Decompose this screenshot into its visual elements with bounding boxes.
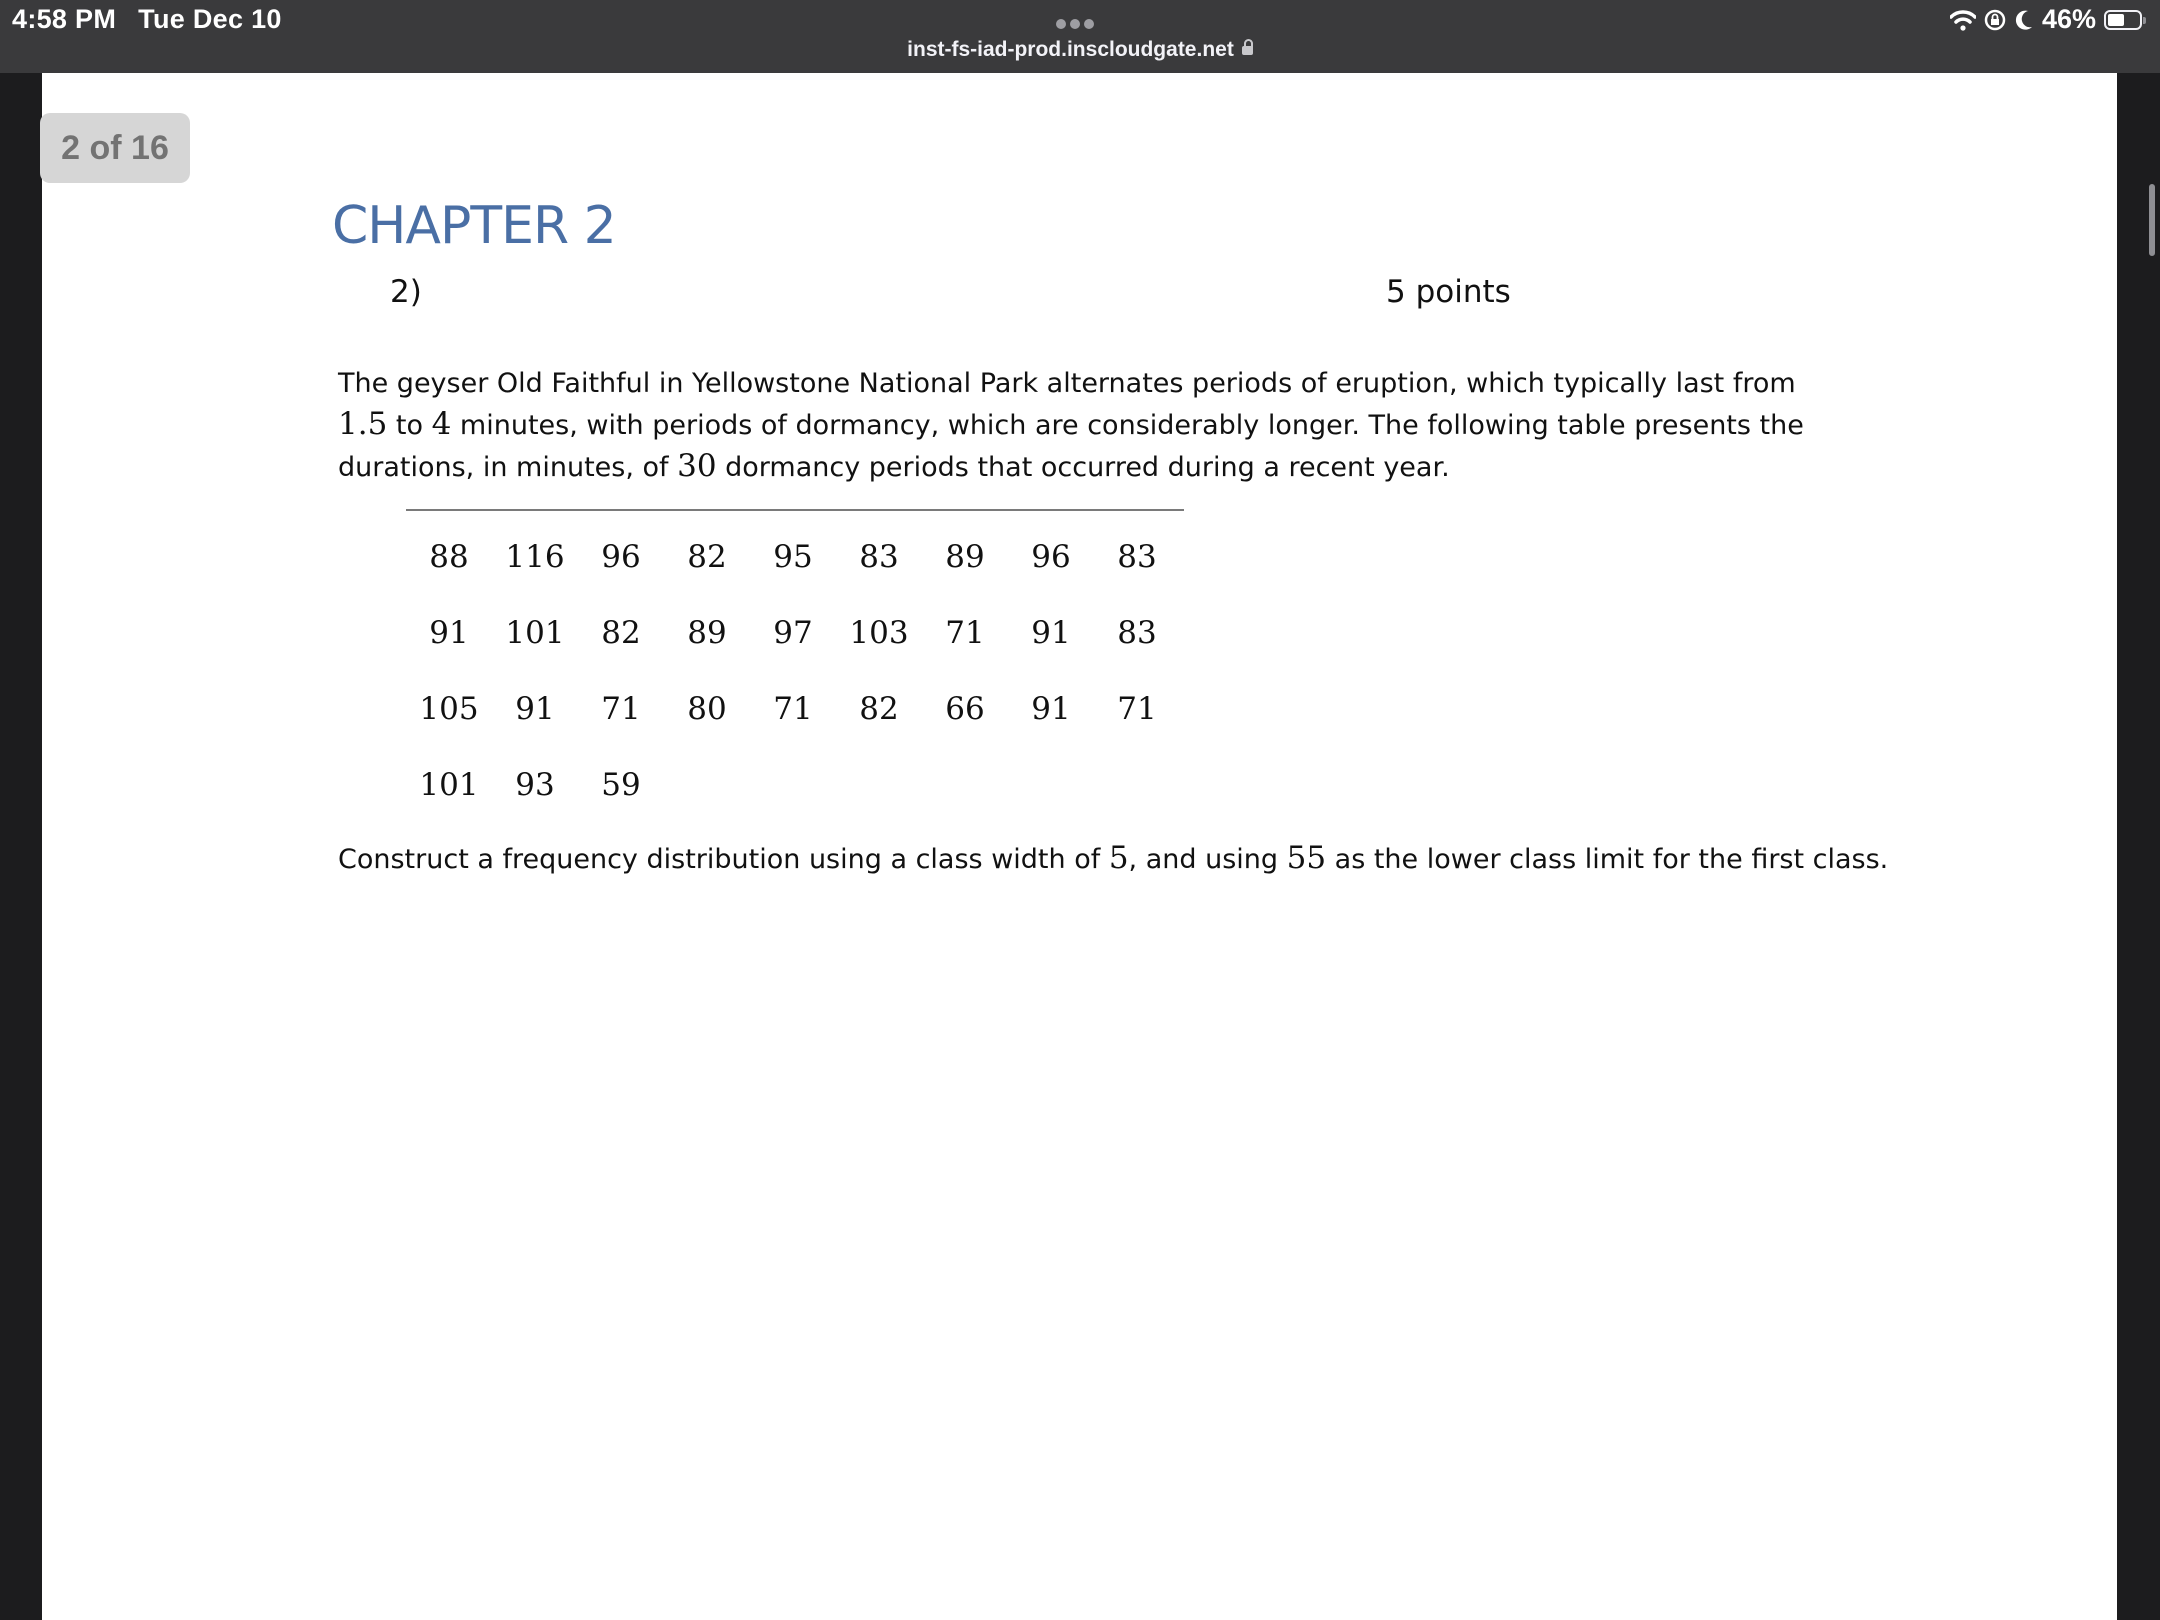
battery-percent: 46% [2041,4,2096,34]
table-cell [836,747,922,823]
table-cell: 93 [515,767,555,803]
address-bar[interactable] [0,38,2160,62]
page-counter: 2 of 16 [40,113,190,183]
table-row [406,519,1180,595]
para-text-2: to [387,410,432,441]
question-paragraph [338,364,1818,488]
table-cell: 101 [505,615,565,651]
table-cell: 88 [429,539,469,575]
table-cell [922,747,1008,823]
para-number-1: 1.5 [338,406,388,442]
instr-number-1: 5 [1108,840,1129,876]
para-number-3: 30 [677,448,717,484]
url-text: inst-fs-iad-prod.inscloudgate.net [907,38,1234,61]
orientation-lock-icon [1984,9,2006,31]
points-label: 5 points [1386,274,1511,310]
para-number-2: 4 [431,406,452,442]
lock-icon [1242,46,1253,55]
table-cell: 116 [505,539,565,575]
table-cell: 97 [773,615,813,651]
table-cell: 91 [1031,615,1071,651]
table-cell [664,747,750,823]
instr-text-2: , and using [1128,844,1287,875]
table-cell: 95 [773,539,813,575]
para-text-4: dormancy periods that occurred during a recent year. [716,452,1450,483]
table-cell [750,747,836,823]
table-cell [1094,747,1180,823]
status-time: 4:58 PM [12,4,117,34]
more-dots-icon[interactable] [1054,16,1096,34]
battery-icon [2104,10,2142,30]
para-text-3: minutes, with periods of dormancy, which are considerably longer. The following table presents the durations, in minutes, of [338,410,1804,483]
time-date [12,4,304,35]
table-cell: 89 [687,615,727,651]
table-cell: 101 [419,767,479,803]
table-cell [1008,747,1094,823]
table-cell: 66 [945,691,985,727]
moon-icon [2014,9,2034,31]
chapter-heading: CHAPTER 2 [332,196,616,256]
table-row [406,595,1180,671]
instr-text-1: Construct a frequency distribution using a class width of [338,844,1109,875]
table-cell: 91 [429,615,469,651]
table-cell: 82 [687,539,727,575]
instr-number-2: 55 [1286,840,1327,876]
table-cell: 71 [945,615,985,651]
table-cell: 91 [515,691,555,727]
status-date: Tue Dec 10 [138,4,282,34]
status-bar [0,0,2160,73]
table-cell: 83 [1117,539,1157,575]
instr-text-3: as the lower class limit for the first class. [1326,844,1889,875]
table-cell: 82 [859,691,899,727]
table-cell: 91 [1031,691,1071,727]
table-cell: 103 [849,615,909,651]
wifi-icon [1950,9,1976,31]
table-rule [406,509,1184,511]
table-cell: 96 [1031,539,1071,575]
table-cell: 83 [859,539,899,575]
instruction-text [338,840,1888,876]
para-text-1: The geyser Old Faithful in Yellowstone National Park alternates periods of eruption, which typically last from [338,368,1796,399]
table-cell: 82 [601,615,641,651]
table-cell: 83 [1117,615,1157,651]
table-cell: 59 [601,767,641,803]
table-cell: 96 [601,539,641,575]
scrollbar[interactable] [2149,184,2155,256]
table-cell: 105 [419,691,479,727]
table-row [406,747,1180,823]
data-table [406,519,1180,823]
table-cell: 80 [687,691,727,727]
table-cell: 71 [1117,691,1157,727]
table-row [406,671,1180,747]
status-icons [1942,4,2142,35]
table-cell: 71 [601,691,641,727]
question-number: 2) [390,274,422,310]
table-cell: 71 [773,691,813,727]
table-cell: 89 [945,539,985,575]
